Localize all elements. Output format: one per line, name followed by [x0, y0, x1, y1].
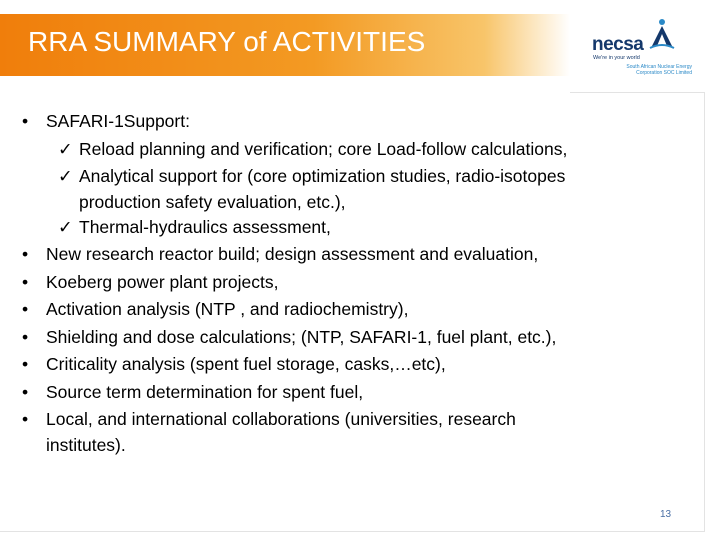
bullet-icon: •: [22, 409, 29, 429]
frame-line-top: [570, 92, 705, 93]
necsa-emblem-icon: [648, 18, 676, 50]
frame-line-bottom: [0, 531, 705, 532]
logo-subtitle: [602, 64, 692, 76]
list-item-text: Shielding and dose calculations; (NTP, SAFARI-1, fuel plant, etc.),: [46, 326, 557, 347]
list-item: [22, 379, 682, 407]
sub-list-item: [22, 163, 682, 191]
list-item-text: Activation analysis (NTP , and radiochemistry),: [46, 299, 409, 319]
necsa-logo: [592, 18, 692, 80]
checkmark-icon: ✓: [58, 138, 73, 159]
logo-subtitle-line-2: Corporation SOC Limited: [636, 70, 692, 76]
list-item: [22, 324, 682, 352]
frame-line-right: [704, 92, 705, 532]
list-item: [22, 406, 682, 434]
list-item-text: Criticality analysis (spent fuel storage, casks,…etc),: [46, 354, 446, 374]
list-item: [22, 241, 682, 269]
sub-list-item-text: Thermal-hydraulics assessment,: [79, 216, 331, 237]
bullet-icon: •: [22, 354, 29, 374]
list-item-text: institutes).: [46, 434, 126, 455]
sub-list-item-continuation: [22, 191, 682, 214]
bullet-icon: •: [22, 326, 29, 347]
logo-tagline: We're in your world: [593, 55, 640, 61]
bullet-icon: •: [22, 111, 29, 131]
slide-title: RRA SUMMARY of ACTIVITIES: [28, 26, 426, 57]
bullet-icon: •: [22, 381, 29, 402]
list-item-text: New research reactor build; design assessment and evaluation,: [46, 244, 539, 264]
bullet-icon: •: [22, 244, 29, 264]
list-item: [22, 269, 682, 297]
logo-wordmark: necsa: [592, 34, 644, 55]
list-item-text: Local, and international collaborations (universities, research: [46, 409, 516, 429]
page-number: 13: [660, 509, 672, 520]
list-item-text: Source term determination for spent fuel,: [46, 381, 364, 402]
sub-list-item: [22, 136, 682, 164]
bullet-icon: •: [22, 299, 29, 319]
sub-list-item-text: Reload planning and verification; core Load-follow calculations,: [79, 138, 568, 159]
bullet-list: [22, 108, 682, 457]
list-item-text: Koeberg power plant projects,: [46, 271, 279, 292]
logo-subtitle-line-1: South African Nuclear Energy: [626, 64, 692, 70]
checkmark-icon: ✓: [58, 166, 73, 186]
sub-list-item-text: Analytical support for (core optimization studies, radio-isotopes: [79, 166, 566, 186]
sub-list-item-text: production safety evaluation, etc.),: [79, 191, 346, 212]
list-item-text: SAFARI-1Support:: [46, 111, 190, 131]
checkmark-icon: ✓: [58, 216, 73, 237]
list-item-continuation: [22, 434, 682, 457]
list-item: [22, 108, 682, 136]
sub-list-item: [22, 214, 682, 242]
bullet-icon: •: [22, 271, 29, 292]
list-item: [22, 296, 682, 324]
list-item: [22, 351, 682, 379]
